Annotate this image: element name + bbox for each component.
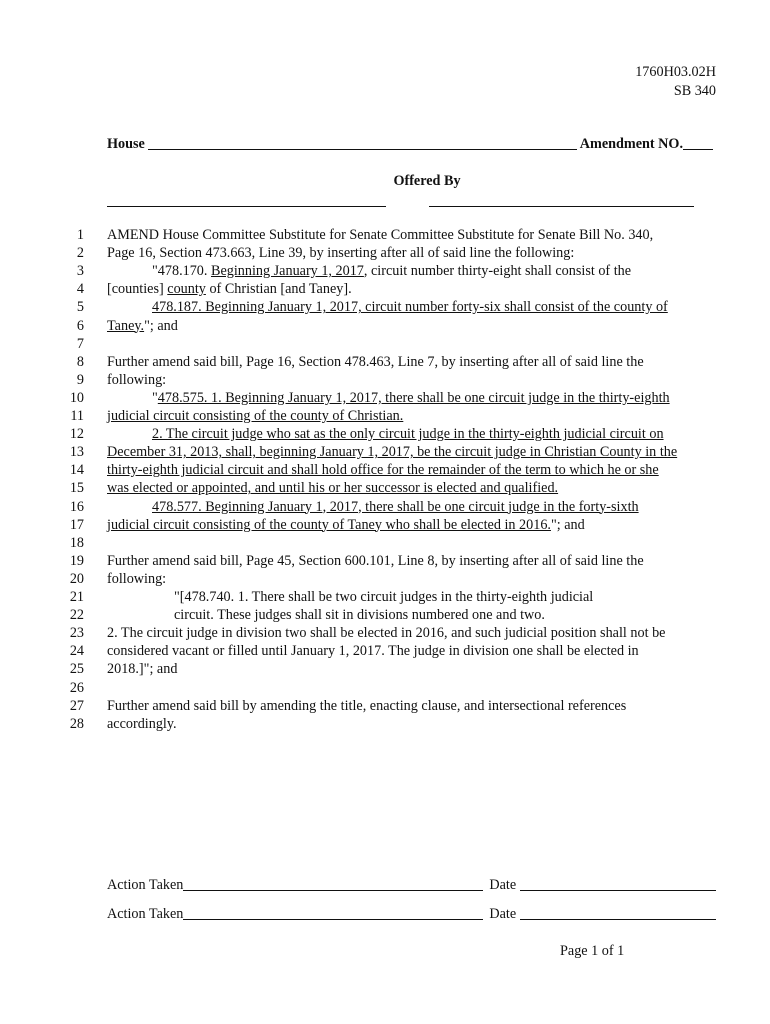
line-text: Further amend said bill, Page 16, Section 478.463, Line 7, by inserting after all of said line the: [107, 353, 644, 370]
action-taken-line: [183, 918, 483, 920]
bill-number: SB 340: [673, 83, 716, 99]
line-text: following:: [107, 570, 167, 587]
amendment-line: [107, 517, 585, 534]
line-number: 3: [76, 263, 84, 280]
line-number: 22: [69, 607, 84, 624]
line-number: 9: [76, 371, 84, 388]
action-taken-label: Action Taken: [107, 877, 184, 893]
amendment-line: [107, 245, 574, 262]
house-label: House: [107, 136, 145, 152]
amendment-line: [107, 444, 677, 461]
line-text: Further amend said bill, Page 45, Section 600.101, Line 8, by inserting after all of said line the: [107, 552, 644, 569]
inserted-text: was elected or appointed, and until his or her successor is elected and qualified.: [107, 480, 559, 497]
amendment-line: [107, 372, 166, 389]
line-text: circuit. These judges shall sit in divisions numbered one and two.: [174, 607, 545, 624]
offered-by-signature-line-left: [107, 206, 386, 207]
amendment-line: [107, 480, 558, 497]
line-text: AMEND House Committee Substitute for Senate Committee Substitute for Senate Bill No. 340,: [107, 227, 654, 243]
line-text: Page 16, Section 473.663, Line 39, by inserting after all of said line the following:: [107, 245, 575, 262]
date-label: Date: [489, 906, 517, 922]
line-number: 21: [69, 589, 84, 605]
amendment-line: [107, 661, 177, 678]
line-text: of Christian [and Taney].: [205, 281, 352, 298]
page-number: Page 1 of 1: [560, 943, 625, 959]
line-number: 6: [76, 317, 84, 334]
line-text: accordingly.: [107, 715, 177, 732]
amendment-line: [107, 318, 178, 335]
amendment-line: [107, 698, 626, 715]
inserted-text: 2. The circuit judge who sat as the only circuit judge in the thirty-eighth judicial circuit on: [152, 426, 664, 443]
date-line: [520, 889, 716, 891]
inserted-text: Taney.: [107, 317, 145, 334]
line-number: 26: [69, 679, 84, 696]
line-text: "478.170.: [152, 263, 211, 280]
document-code: 1760H03.02H: [635, 64, 716, 80]
amendment-line: [107, 281, 352, 298]
inserted-text: judicial circuit consisting of the county of Christian.: [107, 408, 404, 424]
line-text: "[478.740. 1. There shall be two circuit judges in the thirty-eighth judicial: [174, 589, 594, 605]
house-blank-line: [148, 148, 577, 150]
amendment-line: [107, 354, 644, 371]
line-number: 27: [69, 697, 84, 714]
line-text: "; and: [550, 516, 585, 533]
amendment-line: [152, 390, 670, 407]
amendment-line: [107, 625, 665, 642]
inserted-text: judicial circuit consisting of the county of Taney who shall be elected in 2016.: [107, 516, 551, 533]
line-number: 19: [69, 552, 84, 569]
line-text: Further amend said bill by amending the title, enacting clause, and intersectional references: [107, 697, 627, 714]
line-number: 28: [69, 715, 84, 732]
amendment-line: [152, 299, 668, 316]
line-number: 1: [76, 227, 84, 243]
amendment-line: [152, 263, 631, 280]
line-number: 12: [69, 426, 84, 443]
line-number: 18: [69, 534, 84, 551]
line-number: 5: [76, 299, 84, 316]
line-text: ": [152, 389, 158, 406]
line-number: 16: [69, 498, 84, 515]
amendment-line: [107, 227, 653, 244]
line-number: 11: [70, 408, 84, 424]
line-number: 2: [76, 245, 84, 262]
inserted-text: Beginning January 1, 2017: [211, 263, 364, 280]
amendment-line: [107, 716, 177, 733]
amendment-line: [152, 426, 664, 443]
amendment-line: [107, 462, 659, 479]
date-label: Date: [489, 877, 517, 893]
amendment-line: [174, 589, 593, 606]
line-number: 7: [76, 335, 84, 352]
inserted-text: 478.575. 1. Beginning January 1, 2017, there shall be one circuit judge in the thirty-eighth: [157, 389, 670, 406]
line-text: following:: [107, 371, 167, 388]
line-number: 25: [69, 661, 84, 678]
line-number: 17: [69, 516, 84, 533]
offered-by-signature-line-right: [429, 206, 694, 207]
amendment-label: Amendment NO.: [579, 136, 683, 152]
line-number: 8: [76, 353, 84, 370]
line-number: 14: [69, 462, 84, 479]
action-taken-row-2: [107, 906, 716, 923]
amendment-line: [107, 553, 644, 570]
offered-by-label: Offered By: [393, 173, 461, 189]
line-number: 10: [69, 389, 84, 406]
line-number: 15: [69, 480, 84, 497]
amendment-line: [174, 607, 545, 624]
line-number: 4: [76, 281, 84, 298]
house-amendment-row: [107, 136, 713, 153]
inserted-text: December 31, 2013, shall, beginning January 1, 2017, be the circuit judge in Christian County in the: [107, 444, 678, 461]
document-header: [635, 63, 716, 101]
amendment-line: [107, 408, 403, 425]
line-number: 20: [69, 570, 84, 587]
inserted-text: county: [167, 281, 206, 298]
line-number: 13: [69, 444, 84, 461]
line-number: 23: [69, 625, 84, 642]
line-text: 2. The circuit judge in division two shall be elected in 2016, and such judicial position shall not be: [107, 625, 666, 642]
line-text: [counties]: [107, 281, 168, 298]
line-text: 2018.]"; and: [107, 661, 178, 678]
amendment-line: [107, 643, 639, 660]
action-taken-label: Action Taken: [107, 906, 184, 922]
amendment-number-blank: [683, 148, 713, 150]
amendment-line: [152, 499, 639, 516]
date-line: [520, 918, 716, 920]
inserted-text: 478.577. Beginning January 1, 2017, there shall be one circuit judge in the forty-sixth: [152, 498, 639, 515]
line-text: considered vacant or filled until January 1, 2017. The judge in division one shall be elected in: [107, 643, 639, 660]
action-taken-line: [183, 889, 483, 891]
amendment-line: [107, 571, 166, 588]
line-number: 24: [69, 643, 84, 660]
inserted-text: thirty-eighth judicial circuit and shall hold office for the remainder of the term to which he or she: [107, 462, 659, 479]
line-text: , circuit number thirty-eight shall consist of the: [363, 263, 632, 280]
line-text: "; and: [144, 317, 178, 334]
inserted-text: 478.187. Beginning January 1, 2017, circuit number forty-six shall consist of the county of: [152, 299, 668, 316]
action-taken-row-1: [107, 877, 716, 894]
